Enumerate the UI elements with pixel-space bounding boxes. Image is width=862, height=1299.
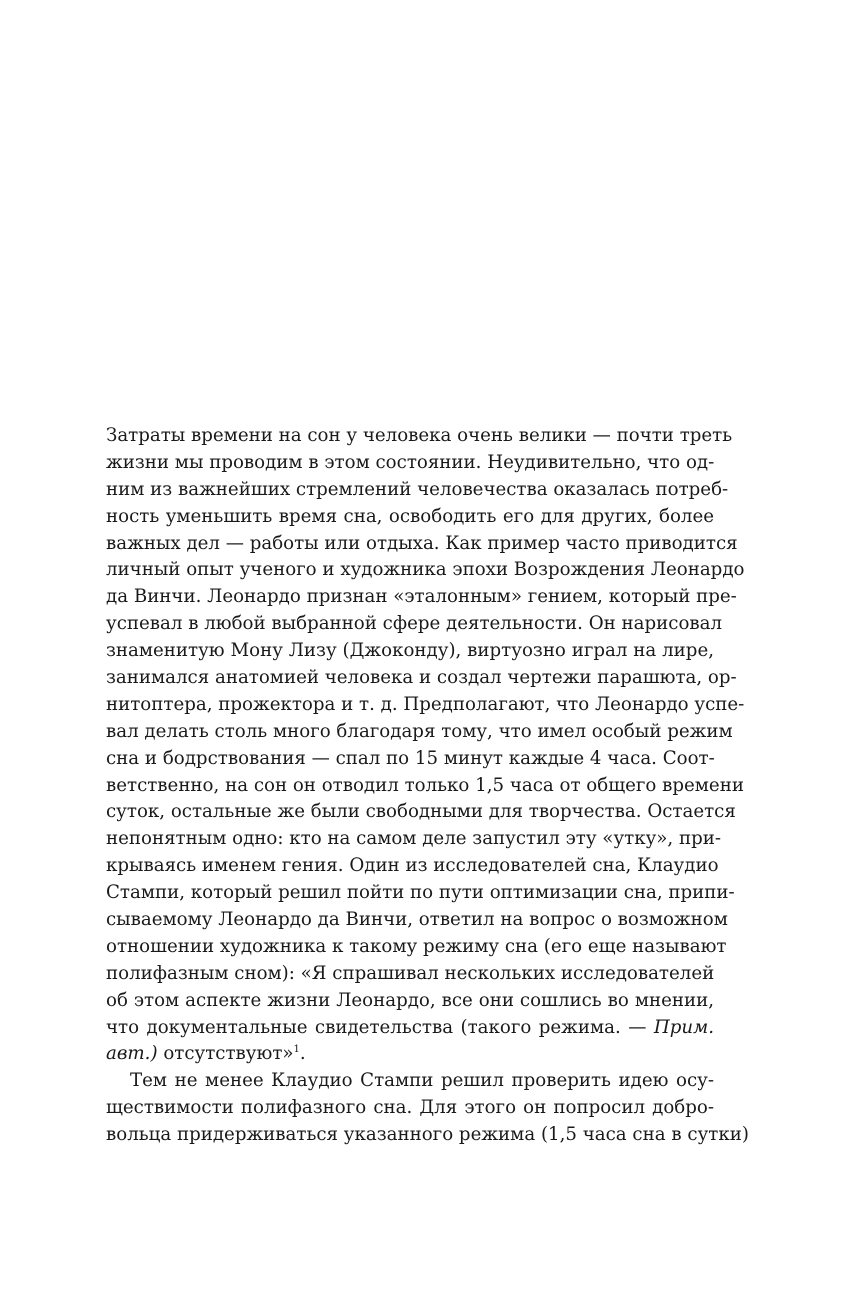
text-line: сна и бодрствования — спал по 15 минут каждые 4 часа. Соот- [106,747,715,769]
text-line [106,1041,714,1068]
text-span: отсутствуют» [157,1043,294,1065]
text-line: нитоптера, прожектора и т. д. Предполагают, что Леонардо успе- [106,693,745,715]
text-span: что документальные свидетельства (такого режима. — [106,1016,654,1038]
paragraph-1 [106,423,745,1068]
text-line: Затраты времени на сон у человека очень велики — почти треть [106,425,733,446]
text-line: отношении художника к такому режиму сна (его еще называют [106,935,727,957]
text-line: Стампи, который решил пойти по пути оптимизации сна, припи- [106,882,735,904]
text-line: ветственно, на сон он отводил только 1,5 часа от общего времени [106,774,744,796]
text-line: вал делать столь много благодаря тому, что имел особый режим [106,720,733,742]
text-line: ность уменьшить время сна, освободить его для других, более [106,505,714,527]
text-line: ществимости полифазного сна. Для этого он попросил добро- [106,1097,714,1119]
italic-note: авт.) [106,1043,158,1065]
text-line: личный опыт ученого и художника эпохи Возрождения Леонардо [106,559,745,581]
text-line: об этом аспекте жизни Леонардо, все они сошлись во мнении, [106,989,714,1011]
text-line: суток, остальные же были свободными для творчества. Остается [106,801,736,823]
text-line: важных дел — работы или отдыха. Как пример часто приводится [106,532,738,554]
text-span: . [299,1043,306,1065]
text-line: жизни мы проводим в этом состоянии. Неудивительно, что од- [106,451,715,473]
paragraph-2 [106,1068,749,1149]
text-line: крываясь именем гения. Один из исследователей сна, Клаудио [106,855,719,877]
italic-note: Прим. [653,1016,714,1038]
text-line [106,1015,714,1042]
text-line: знаменитую Мону Лизу (Джоконду), виртуозно играл на лире, [106,640,714,662]
text-line: сываемому Леонардо да Винчи, ответил на вопрос о возможном [106,909,728,931]
page-body [106,423,749,1149]
text-line: ним из важнейших стремлений человечества оказалась потреб- [106,478,729,500]
text-line: полифазным сном): «Я спрашивал нескольких исследователей [106,962,715,984]
text-line: занимался анатомией человека и создал чертежи парашюта, ор- [106,667,737,689]
text-line: Тем не менее Клаудио Стампи решил проверить идею осу- [130,1070,714,1092]
text-line: непонятным одно: кто на самом деле запустил эту «утку», при- [106,828,721,850]
text-line: да Винчи. Леонардо признан «эталонным» гением, который пре- [106,586,737,608]
text-line: успевал в любой выбранной сфере деятельности. Он нарисовал [106,613,723,635]
footnote-marker: 1 [293,1044,300,1056]
text-line: вольца придерживаться указанного режима (1,5 часа сна в сутки) [106,1124,749,1146]
